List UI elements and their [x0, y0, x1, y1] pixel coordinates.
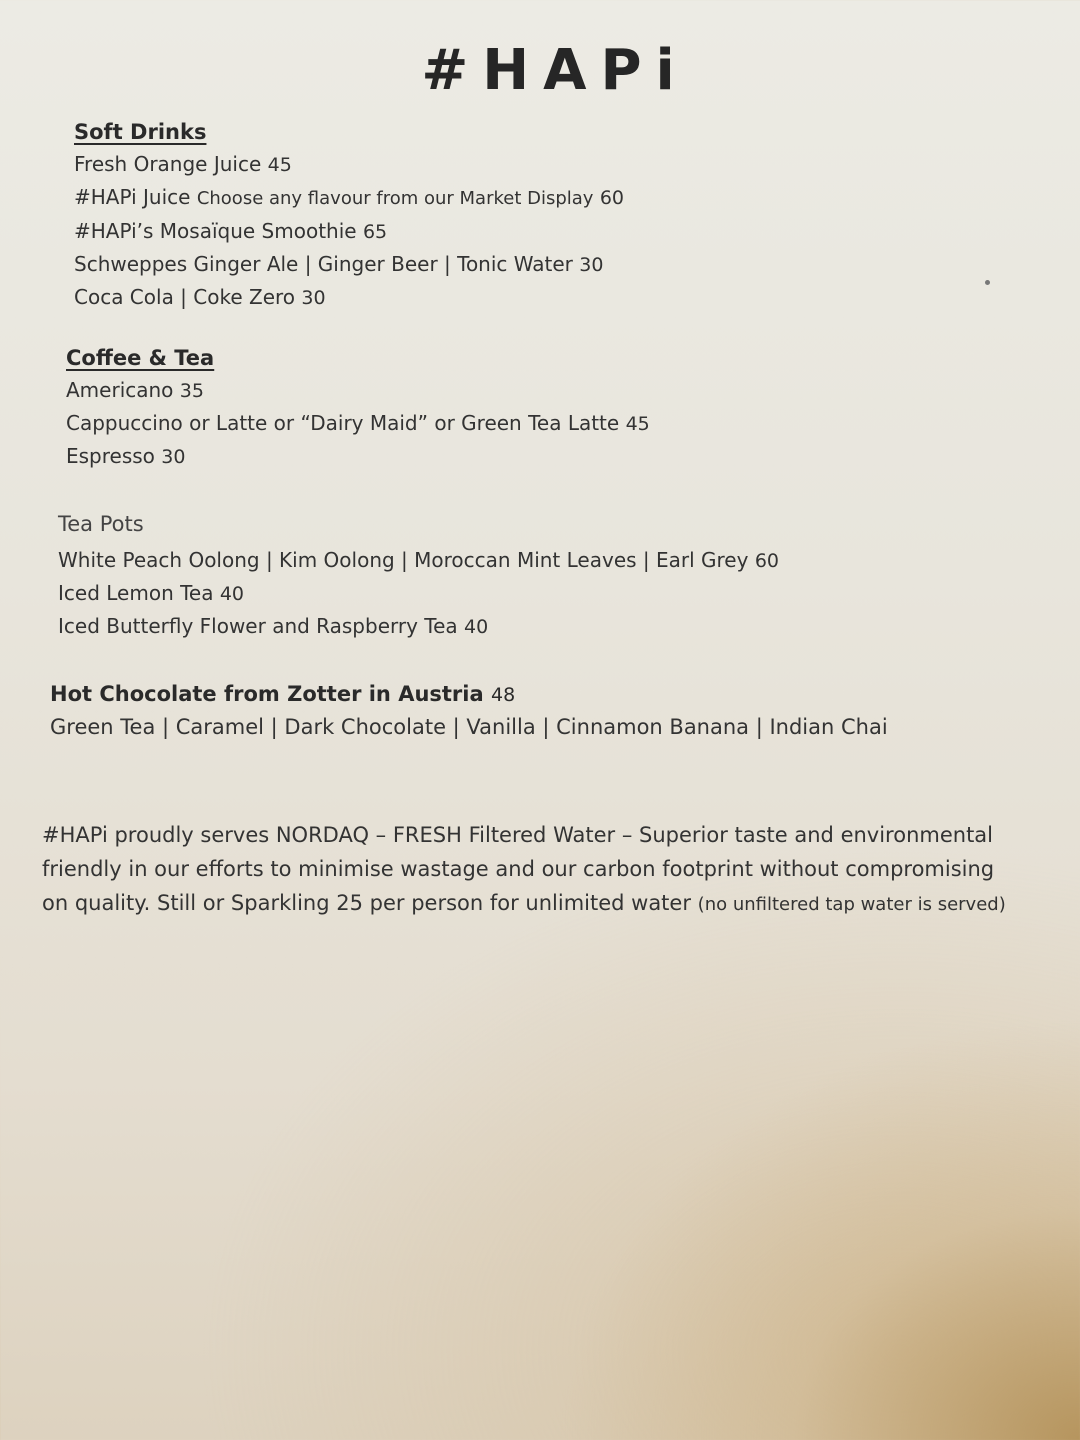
menu-item	[74, 181, 624, 215]
note-text: on quality. Still or Sparkling 25 per person for unlimited water	[42, 891, 691, 915]
water-note	[42, 818, 1072, 922]
item-price: 45	[267, 154, 292, 176]
section-heading: Soft Drinks	[74, 120, 207, 144]
note-small-text: (no unfiltered tap water is served)	[697, 894, 1006, 915]
section-title: Hot Chocolate from Zotter in Austria	[50, 682, 484, 706]
menu-item	[58, 577, 779, 610]
menu-item	[74, 148, 624, 181]
menu-logo: #HAPi	[421, 38, 689, 103]
item-name: Coca Cola | Coke Zero	[74, 285, 296, 309]
item-name: Schweppes Ginger Ale | Ginger Beer | Tonic Water	[74, 252, 573, 276]
menu-item	[58, 544, 779, 577]
item-name: #HAPi’s Mosaïque Smoothie	[74, 219, 357, 243]
menu-item	[74, 248, 624, 281]
menu-item	[74, 215, 624, 248]
item-name: Iced Lemon Tea	[58, 581, 214, 605]
tea-pots-section	[58, 508, 779, 643]
item-name: Espresso	[66, 444, 155, 468]
menu-item	[66, 407, 650, 440]
item-price: 35	[179, 380, 204, 402]
note-line: friendly in our efforts to minimise wastage and our carbon footprint without compromising	[42, 857, 995, 881]
section-price: 48	[490, 684, 516, 706]
item-price: 30	[301, 287, 326, 309]
item-price: 40	[219, 583, 245, 605]
item-description: Choose any flavour from our Market Display	[196, 188, 594, 209]
item-price: 60	[754, 550, 779, 572]
item-name: White Peach Oolong | Kim Oolong | Moroccan Mint Leaves | Earl Grey	[58, 548, 749, 572]
item-price: 65	[362, 221, 388, 243]
item-price: 45	[625, 413, 650, 435]
menu-item	[66, 374, 650, 407]
item-name: Fresh Orange Juice	[74, 152, 262, 176]
item-name: #HAPi Juice	[74, 185, 191, 209]
menu-item	[66, 440, 650, 473]
item-price: 60	[599, 187, 625, 209]
item-name: Iced Butterfly Flower and Raspberry Tea	[58, 614, 458, 638]
item-price: 30	[161, 446, 186, 468]
section-heading: Tea Pots	[58, 512, 144, 536]
item-price: 30	[579, 254, 604, 276]
soft-drinks-section	[74, 116, 624, 314]
note-line	[42, 886, 1072, 922]
note-line: #HAPi proudly serves NORDAQ – FRESH Filtered Water – Superior taste and environmental	[42, 823, 994, 847]
item-name: Cappuccino or Latte or “Dairy Maid” or Green Tea Latte	[66, 411, 620, 435]
menu-item	[58, 610, 779, 643]
section-heading	[50, 678, 888, 711]
menu-item	[74, 281, 624, 314]
hot-chocolate-section	[50, 678, 888, 743]
flavour-list: Green Tea | Caramel | Dark Chocolate | Vanilla | Cinnamon Banana | Indian Chai	[50, 715, 888, 739]
section-heading: Coffee & Tea	[66, 346, 215, 370]
item-name: Americano	[66, 378, 174, 402]
paper-speck	[985, 280, 990, 285]
coffee-tea-section	[66, 342, 650, 473]
item-price: 40	[464, 616, 489, 638]
